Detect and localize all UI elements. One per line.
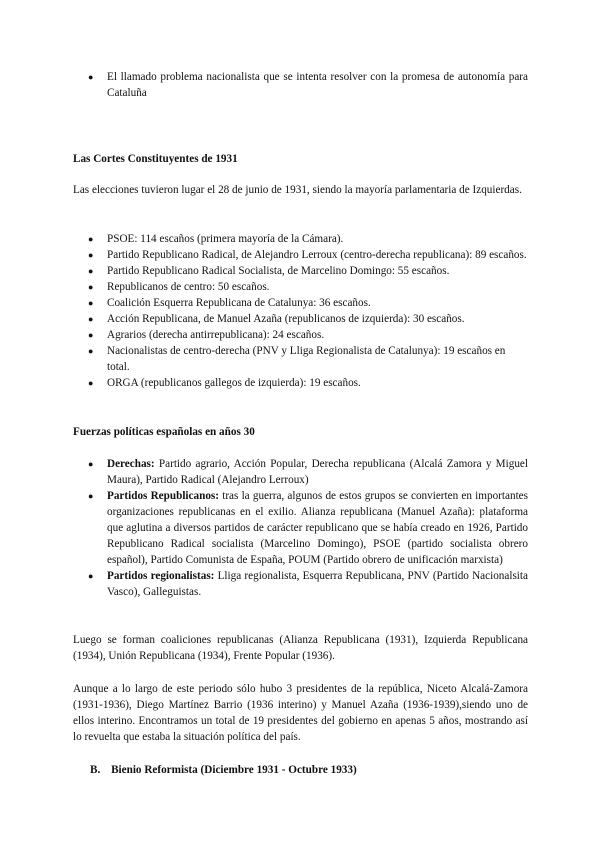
bullet-icon: ● xyxy=(88,378,94,388)
list-item: ● ORGA (republicanos gallegos de izquierda): 19 escaños. xyxy=(88,377,361,389)
bullet-icon: ● xyxy=(88,298,94,308)
section-marker: B. xyxy=(90,764,101,776)
bullet-icon: ● xyxy=(88,491,94,501)
bullet-icon: ● xyxy=(88,571,94,581)
section-heading-bienio xyxy=(90,762,530,778)
bullet-icon: ● xyxy=(88,282,94,292)
bullet-icon: ● xyxy=(88,330,94,340)
list-item: ● Coalición Esquerra Republicana de Catalunya: 36 escaños. xyxy=(88,297,371,309)
cortes-paragraph: Las elecciones tuvieron lugar el 28 de junio de 1931, siendo la mayoría parlamentaria de Izquierdas. xyxy=(73,184,522,196)
list-item: ● PSOE: 114 escaños (primera mayoría de la Cámara). xyxy=(88,233,344,245)
section-heading-cortes: Las Cortes Constituyentes de 1931 xyxy=(73,153,238,165)
fuerzas-list xyxy=(73,456,528,600)
list-item: ● Agrarios (derecha antirrepublicana): 24 escaños. xyxy=(88,329,325,341)
bullet-icon: ● xyxy=(88,234,94,244)
list-item: ● Acción Republicana, de Manuel Azaña (republicanos de izquierda): 30 escaños. xyxy=(88,313,465,325)
list-item: ● El llamado problema nacionalista que se intenta resolver con la promesa de autonomía para Cataluña xyxy=(88,71,528,99)
intro-list xyxy=(73,69,528,101)
bullet-icon: ● xyxy=(88,72,94,82)
section-title: Bienio Reformista (Diciembre 1931 - Octubre 1933) xyxy=(111,764,357,776)
list-item: ● Republicanos de centro: 50 escaños. xyxy=(88,281,270,293)
presidentes-paragraph: Aunque a lo largo de este periodo sólo hubo 3 presidentes de la república, Niceto Alcalá-Zamora (1931-1936), Diego Martínez Barrio (1936 interino) y Manuel Azaña (1936-1939),siendo uno de ellos interino. Encontramos un total de 19 presidentes del gobierno en apenas 5 años, mostrando así lo revuelta que estaba la situación política del país. xyxy=(73,683,528,743)
section-heading-fuerzas: Fuerzas políticas españolas en años 30 xyxy=(73,426,255,438)
list-item: ● Partidos Republicanos: tras la guerra, algunos de estos grupos se convierten en importantes organizaciones republicanas en el exilio. Alianza republicana (Manuel Azaña): plataforma que aglutina a diversos partidos de carácter republicano que se había creado en 1926, Partido Republicano Radical socialista (Marcelino Domingo), PSOE (partido socialista obrero español), Partido Comunista de España, POUM (Partido obrero de unificación marxista) xyxy=(88,490,529,566)
coaliciones-paragraph: Luego se forman coaliciones republicanas (Alianza Republicana (1931), Izquierda Republicana (1934), Unión Republicana (1934), Frente Popular (1936). xyxy=(73,634,528,662)
list-item: ● Partidos regionalistas: Lliga regionalista, Esquerra Republicana, PNV (Partido Nacionalsita Vasco), Galleguistas. xyxy=(88,570,528,598)
list-item: ● Partido Republicano Radical, de Alejandro Lerroux (centro-derecha republicana): 89 escaños. xyxy=(88,249,527,261)
bullet-icon: ● xyxy=(88,250,94,260)
cortes-seat-list xyxy=(73,231,528,391)
bullet-icon: ● xyxy=(88,346,94,356)
list-item: ● Partido Republicano Radical Socialista, de Marcelino Domingo: 55 escaños. xyxy=(88,265,450,277)
list-item: ● Derechas: Partido agrario, Acción Popular, Derecha republicana (Alcalá Zamora y Miguel Maura), Partido Radical (Alejandro Lerroux) xyxy=(88,458,528,486)
bullet-icon: ● xyxy=(88,459,94,469)
list-item: ● Nacionalistas de centro-derecha (PNV y Lliga Regionalista de Catalunya): 19 escaños en total. xyxy=(88,345,506,373)
bullet-icon: ● xyxy=(88,266,94,276)
bullet-icon: ● xyxy=(88,314,94,324)
